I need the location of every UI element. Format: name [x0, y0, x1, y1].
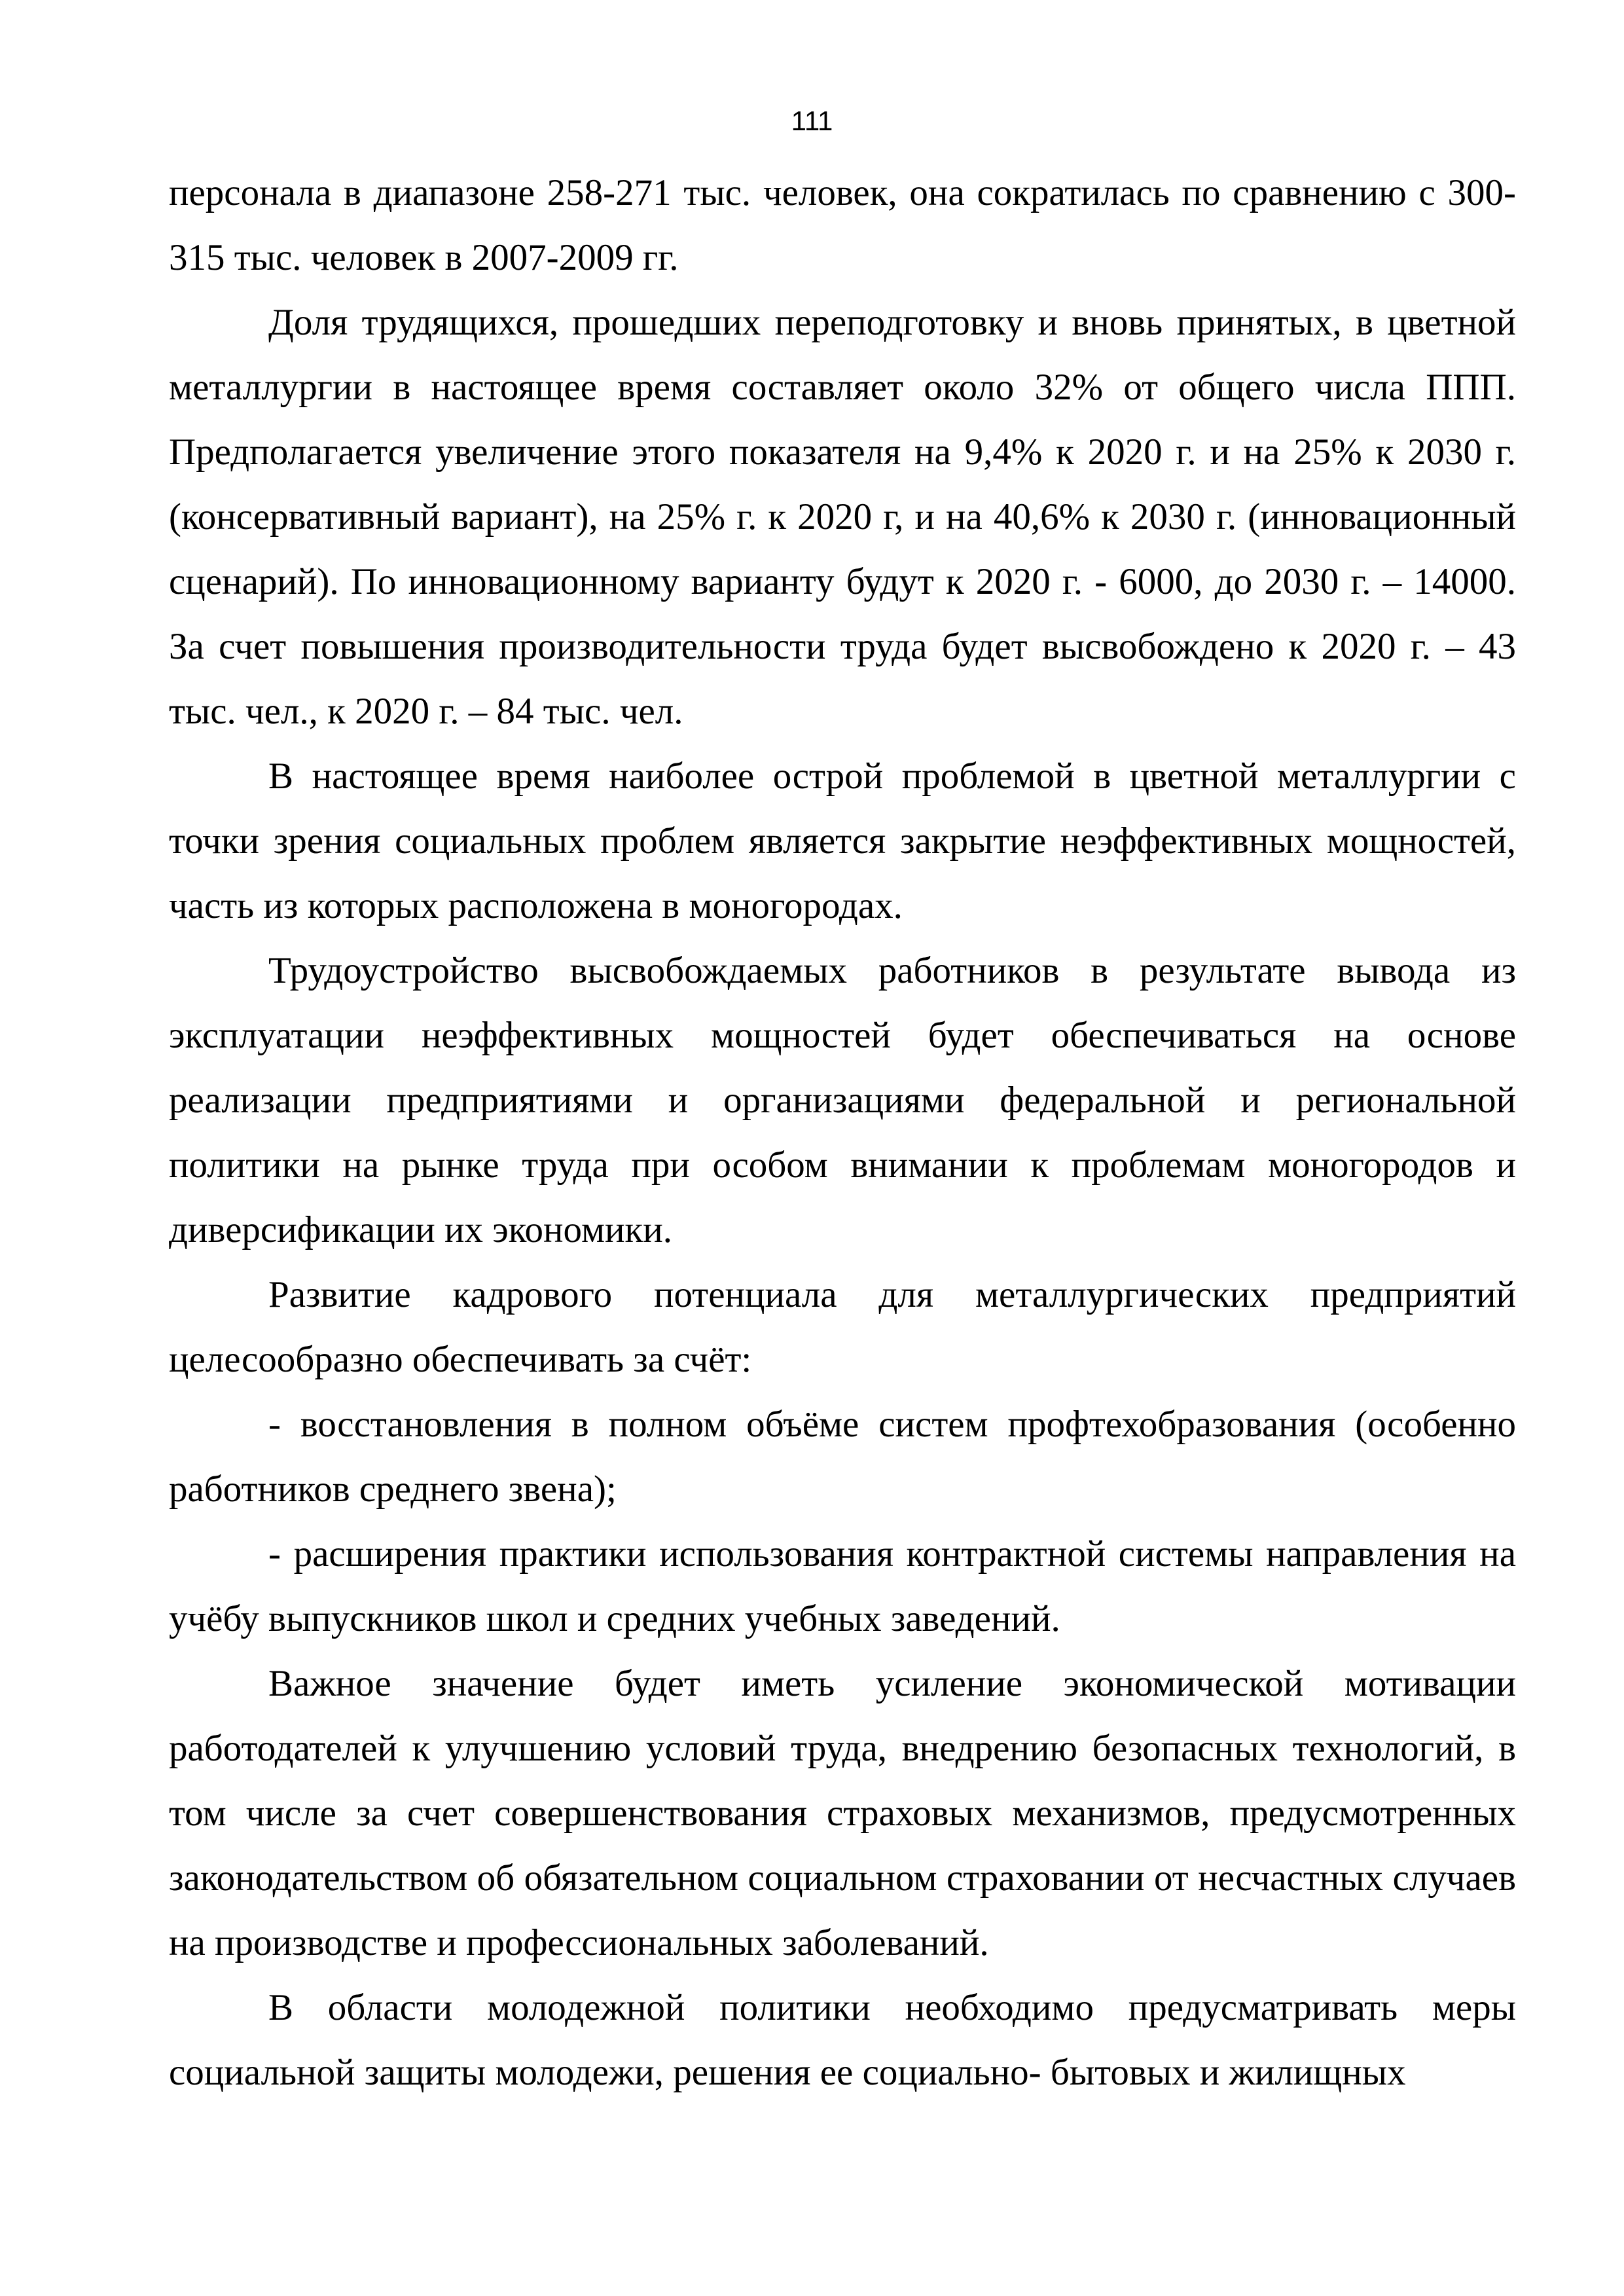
list-item-contract-system: - расширения практики использования контрактной системы направления на учёбу выпускников школ и средних учебных заведений.	[169, 1533, 1516, 1639]
page-number: 111	[791, 105, 833, 136]
paragraph-youth-policy: В области молодежной политики необходимо предусматривать меры социальной защиты молодежи, решения ее социально- бытовых и жилищных	[169, 1987, 1516, 2093]
paragraph-retraining-share: Доля трудящихся, прошедших переподготовку и вновь принятых, в цветной металлургии в настоящее время составляет около 32% от общего числа ППП. Предполагается увеличение этого показателя на 9,4% к 2020 г. и на 25% к 2030 г. (консервативный вариант), на 25% г. к 2020 г, и на 40,6% к 2030 г. (инновационный сценарий). По инновационному варианту будут к 2020 г. - 6000, до 2030 г. – 14000. За счет повышения производительности труда будет высвобождено к 2020 г. – 43 тыс. чел., к 2020 г. – 84 тыс. чел.	[169, 302, 1516, 732]
paragraph-economic-motivation: Важное значение будет иметь усиление экономической мотивации работодателей к улучшению условий труда, внедрению безопасных технологий, в том числе за счет совершенствования страховых механизмов, предусмотренных законодательством об обязательном социальном страховании от несчастных случаев на производстве и профессиональных заболеваний.	[169, 1663, 1516, 1963]
paragraph-personnel-development: Развитие кадрового потенциала для металлургических предприятий целесообразно обеспечивать за счёт:	[169, 1274, 1516, 1380]
paragraph-employment: Трудоустройство высвобождаемых работников в результате вывода из эксплуатации неэффективных мощностей будет обеспечиваться на основе реализации предприятиями и организациями федеральной и региональной политики на рынке труда при особом внимании к проблемам моногородов и диверсификации их экономики.	[169, 950, 1516, 1250]
text-body	[169, 160, 1516, 2105]
list-item-vocational-education: - восстановления в полном объёме систем профтехобразования (особенно работников среднего звена);	[169, 1404, 1516, 1510]
paragraph-continuation: персонала в диапазоне 258-271 тыс. человек, она сократилась по сравнению с 300-315 тыс. человек в 2007-2009 гг.	[169, 172, 1516, 278]
paragraph-capacity-closure: В настоящее время наиболее острой проблемой в цветной металлургии с точки зрения социальных проблем является закрытие неэффективных мощностей, часть из которых расположена в моногородах.	[169, 756, 1516, 926]
